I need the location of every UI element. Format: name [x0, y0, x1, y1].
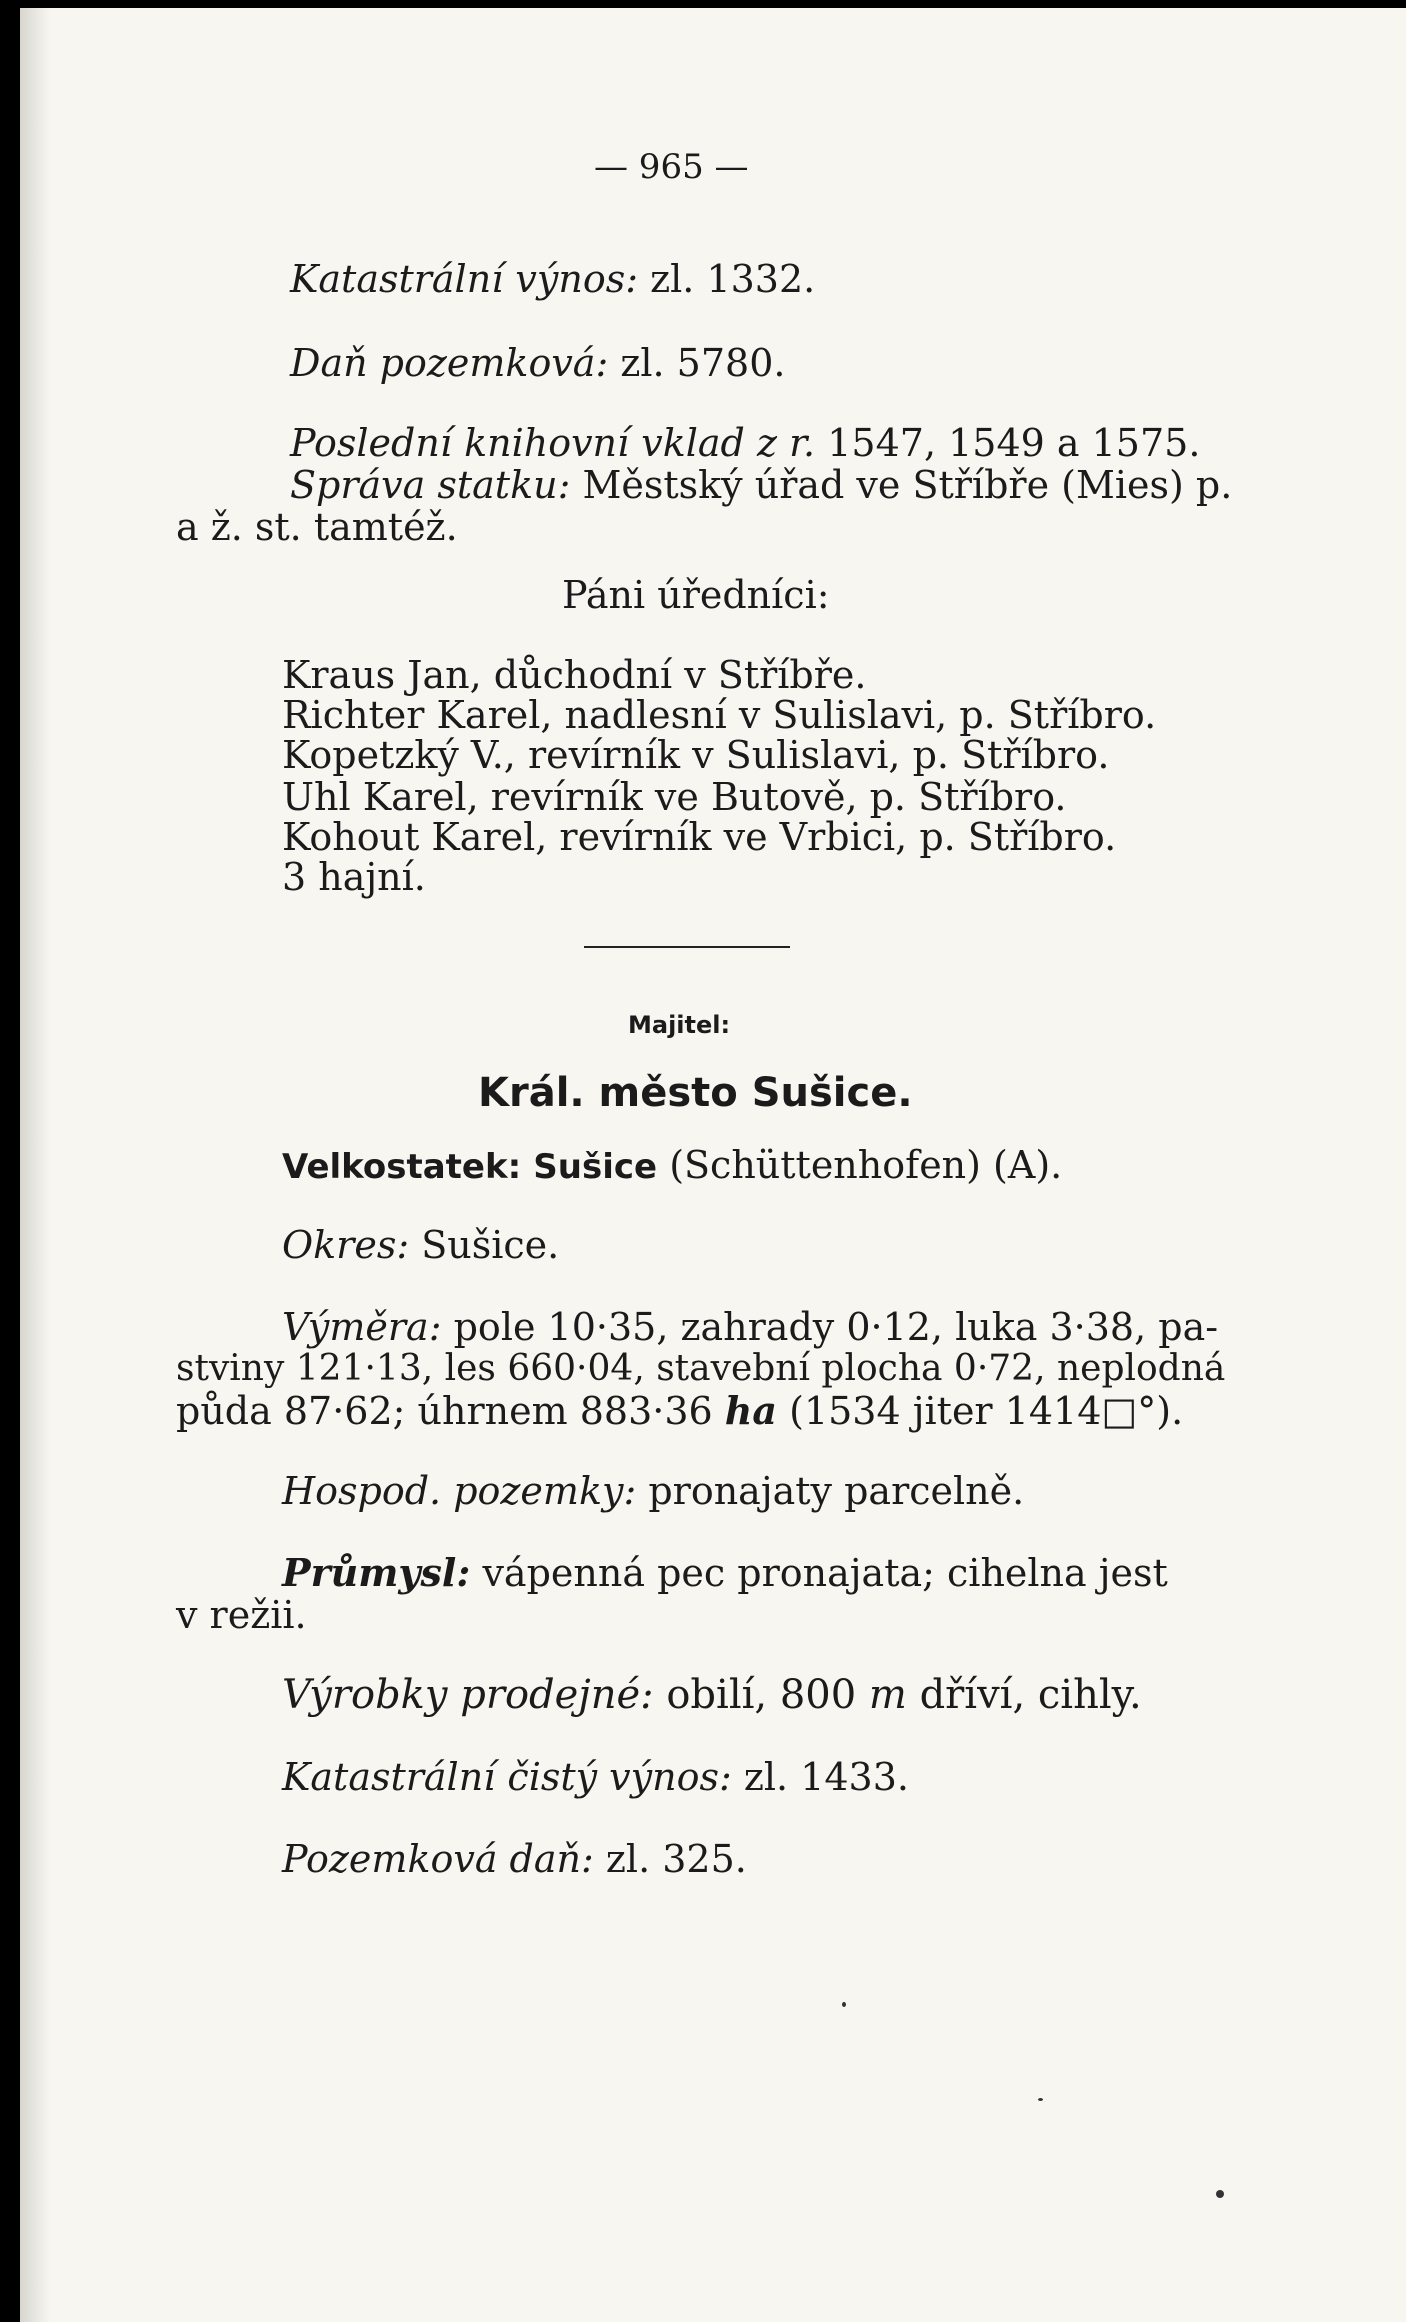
katastralni-vynos-label: Katastrální výnos:	[290, 257, 639, 301]
okres-value: Sušice.	[421, 1223, 560, 1267]
pozemkova-dan-line	[282, 1838, 747, 1880]
sprava-label: Správa statku:	[290, 463, 571, 507]
sprava-value-1: Městský úřad ve Stříbře (Mies) p.	[582, 463, 1233, 507]
okres-label: Okres:	[282, 1223, 410, 1267]
prumysl-value-1: vápenná pec pronajata; cihelna jest	[482, 1551, 1168, 1595]
pozemkova-dan-label: Pozemková daň:	[282, 1837, 594, 1881]
estate-line	[282, 1144, 1062, 1188]
vklad-line	[290, 422, 1200, 464]
dan-pozemkova-value: zl. 5780.	[620, 341, 786, 385]
paper-speck	[842, 2002, 846, 2007]
katastralni-vynos-line	[290, 258, 815, 300]
sprava-line-1	[290, 464, 1232, 506]
cisty-vynos-line	[282, 1756, 909, 1798]
prumysl-label: Průmysl:	[282, 1550, 471, 1595]
page-number: — 965 —	[594, 147, 749, 187]
official-item: 3 hajní.	[282, 855, 426, 899]
dan-pozemkova-line	[290, 342, 785, 384]
hospod-value: pronajaty parcelně.	[648, 1469, 1025, 1513]
cisty-vynos-label: Katastrální čistý výnos:	[282, 1755, 732, 1799]
estate-rest: (Schüttenhofen) (A).	[669, 1143, 1063, 1187]
vymera-line-1	[282, 1306, 1218, 1348]
official-item: Kohout Karel, revírník ve Vrbici, p. Stříbro.	[282, 815, 1117, 859]
vyrobky-line	[282, 1674, 1142, 1716]
vyrobky-label: Výrobky prodejné:	[282, 1672, 654, 1718]
dan-pozemkova-label: Daň pozemková:	[290, 341, 609, 385]
vklad-label: Poslední knihovní vklad z r.	[290, 421, 816, 465]
official-item: Richter Karel, nadlesní v Sulislavi, p. Stříbro.	[282, 693, 1157, 737]
prumysl-line-2: v režii.	[176, 1593, 307, 1637]
official-item: Kraus Jan, důchodní v Stříbře.	[282, 653, 867, 697]
vymera-label: Výměra:	[282, 1305, 442, 1349]
vyrobky-value-b: dříví, cihly.	[919, 1672, 1142, 1718]
official-item: Kopetzký V., revírník v Sulislavi, p. Stříbro.	[282, 733, 1110, 777]
vymera-value-3a: půda 87·62; úhrnem 883·36	[176, 1389, 713, 1433]
vymera-unit: ha	[724, 1388, 778, 1433]
cisty-vynos-value: zl. 1433.	[743, 1755, 909, 1799]
vymera-value-1: pole 10·35, zahrady 0·12, luka 3·38, pa-	[453, 1305, 1219, 1349]
pozemkova-dan-value: zl. 325.	[605, 1837, 747, 1881]
estate-label: Velkostatek:	[282, 1147, 522, 1187]
vyrobky-unit: m	[868, 1672, 907, 1718]
vyrobky-value-a: obilí, 800	[666, 1672, 857, 1718]
vymera-line-2: stviny 121·13, les 660·04, stavební plocha 0·72, neplodná	[176, 1348, 1226, 1389]
owner-label: Majitel:	[628, 1011, 731, 1039]
okres-line	[282, 1224, 559, 1266]
hospod-line	[282, 1470, 1024, 1512]
paper-speck	[1038, 2098, 1043, 2101]
owner-name: Král. město Sušice.	[478, 1070, 913, 1116]
section-divider	[584, 946, 790, 948]
vymera-line-3	[176, 1390, 1183, 1432]
prumysl-line-1	[282, 1552, 1168, 1594]
vymera-value-3b: (1534 jiter 1414□°).	[789, 1389, 1184, 1433]
katastralni-vynos-value: zl. 1332.	[650, 257, 816, 301]
estate-name: Sušice	[533, 1147, 658, 1187]
hospod-label: Hospod. pozemky:	[282, 1469, 637, 1513]
official-item: Uhl Karel, revírník ve Butově, p. Stříbro.	[282, 775, 1067, 819]
officials-heading: Páni úředníci:	[562, 573, 830, 617]
vklad-value: 1547, 1549 a 1575.	[827, 421, 1201, 465]
document-page	[20, 8, 1406, 2322]
paper-speck	[1216, 2190, 1224, 2198]
sprava-line-2: a ž. st. tamtéž.	[176, 505, 458, 549]
